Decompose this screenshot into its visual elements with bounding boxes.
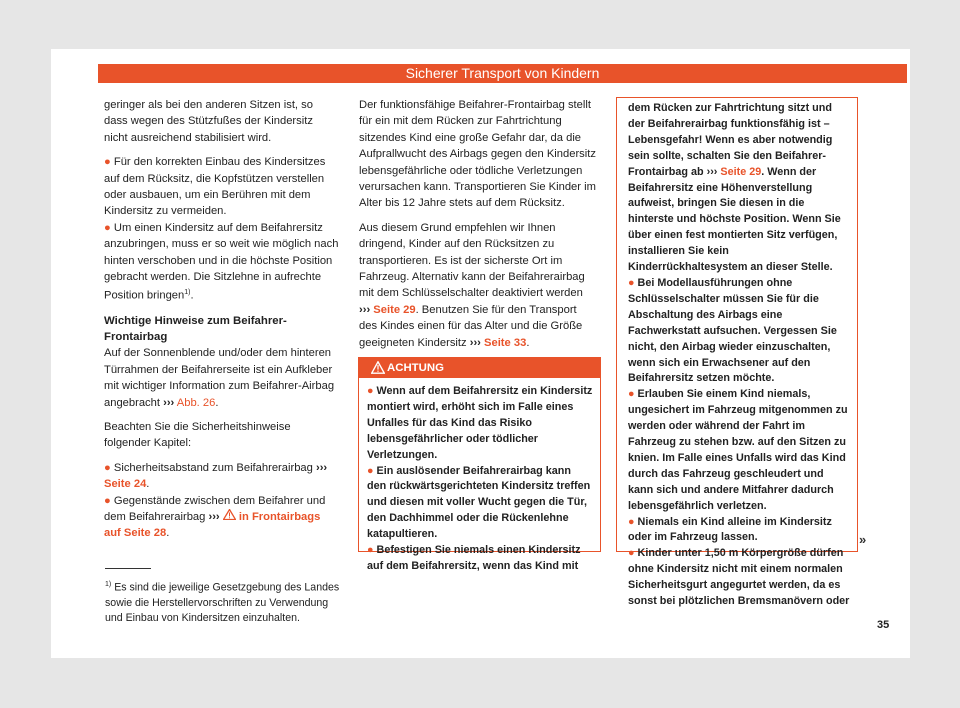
page-link[interactable]: in Frontairbags auf Seite 28 <box>104 511 321 540</box>
page-number: 35 <box>877 619 890 631</box>
bullet-item: ● Sicherheitsabstand zum Beifahrerairbag ››› Seite 24. <box>104 461 328 491</box>
paragraph: geringer als bei den anderen Sitzen ist, so dass wegen des Stützfußes der Kindersitz nicht ausreichend stabilisiert wird. <box>104 99 313 144</box>
bullet-text: Für den korrekten Einbau des Kindersitzes auf dem Rücksitz, die Kopfstützen verstellen oder ausbauen, um ein Berühren mit dem Kindersitz zu vermeiden. <box>104 156 326 218</box>
warning-bullet-item <box>367 384 593 464</box>
footnote <box>105 577 345 626</box>
bullet-icon: ● <box>628 515 635 528</box>
warning-text: Bei Modellausführungen ohne Schlüsselschalter müssen Sie für die Abschaltung des Airbags eine Fachwerkstatt aufsuchen. Vergessen Sie nicht, den Airbag wieder einzuschalten, wenn sich ein Erwachsener auf den Beifahrersitz setzen möchte. <box>628 276 837 385</box>
warning-bullet-item <box>367 543 593 575</box>
arrow-icon: ››› <box>469 336 481 349</box>
arrow-icon: ››› <box>359 303 371 316</box>
warning-icon <box>371 361 385 381</box>
bullet-icon: ● <box>367 385 374 397</box>
paragraph: Der funktionsfähige Beifahrer-Frontairbag stellt für ein mit dem Rücken zur Fahrtrichtung sitzendes Kind eine große Gefahr dar, da die Aufprallwucht des Airbags gegen den Kindersitz lebensgefährliche oder tödliche Verletzungen verursachen kann. Transportieren Sie Kinder im Alter bis 12 Jahre stets auf dem Rücksitz. <box>359 99 596 210</box>
footnote-divider <box>105 568 151 569</box>
warning-bullet-item <box>628 276 850 387</box>
warning-text: Wenn auf dem Beifahrersitz ein Kindersitz montiert wird, erhöht sich im Falle eines Unfalles für das Kind das Risiko lebensgefährlicher oder tödlicher Verletzungen. <box>367 385 593 461</box>
footnote-mark: 1) <box>105 581 112 588</box>
footnote-ref: 1) <box>184 289 191 297</box>
bullet-item: ● Gegenstände zwischen dem Beifahrer und dem Beifahrerairbag ››› in Frontairbags auf Seite 28. <box>104 494 326 540</box>
bullet-icon: ● <box>628 276 635 289</box>
section-header: Sicherer Transport von Kindern <box>98 64 907 83</box>
bullet-icon: ● <box>628 547 635 560</box>
warning-body <box>617 98 857 610</box>
bullet-icon: ● <box>104 461 111 474</box>
bullet-text: Gegenstände zwischen dem Beifahrer und dem Beifahrerairbag <box>104 494 326 524</box>
bullet-item <box>104 154 339 220</box>
warning-box <box>358 357 601 572</box>
bullet-item: ● Um einen Kindersitz auf dem Beifahrersitz anzubringen, muss er so weit wie möglich nach hinten verschoben und in die höchste Position gebracht werden. Die Sitzlehne in aufrechte Position bringen$^{1)}$. <box>104 221 339 303</box>
bullet-icon: ● <box>104 494 111 507</box>
warning-text: Kinder unter 1,50 m Körpergröße dürfen ohne Kindersitz nicht mit einem normalen Sicherheitsgurt angegurtet werden, da es sonst bei plötzlichen Bremsmanövern oder <box>628 547 850 608</box>
arrow-icon: ››› <box>315 461 328 474</box>
warning-text: Befestigen Sie niemals einen Kindersitz auf dem Beifahrersitz, wenn das Kind mit <box>367 544 581 572</box>
warning-text: Ein auslösender Beifahrerairbag kann den rückwärtsgerichteten Kindersitz treffen und diesen mit voller Wucht gegen die Tür, den Dachhimmel oder die Rückenlehne katapultieren. <box>367 464 591 541</box>
warning-text: Erlauben Sie einem Kind niemals, ungesichert im Fahrzeug mitgenommen zu werden oder während der Fahrt im Fahrzeug zu stehen bzw. auf den Sitzen zu knien. Im Falle eines Unfalls wird das Kind durch das Fahrzeug geschleudert und kann sich und andere Mitfahrer dadurch lebensgefährlich verletzen. <box>628 388 848 512</box>
bullet-text: Sicherheitsabstand zum Beifahrerairbag <box>113 461 313 474</box>
arrow-icon: ››› <box>208 511 220 524</box>
warning-box-continued <box>616 97 858 608</box>
left-column <box>104 97 339 550</box>
page-link[interactable]: Seite 29 <box>720 165 762 178</box>
paragraph: Beachten Sie die Sicherheitshinweise folgender Kapitel: <box>104 421 291 450</box>
bullet-icon: ● <box>104 221 111 234</box>
arrow-icon: ››› <box>706 165 718 178</box>
warning-body <box>359 378 600 575</box>
warning-paragraph <box>628 101 850 276</box>
page-link[interactable]: Seite 33 <box>484 336 527 349</box>
footnote-text: Es sind die jeweilige Gesetzgebung des Landes sowie die Herstellervorschriften zu Verwendung und Einbau von Kindersitzen einzuhalten. <box>105 581 340 624</box>
warning-small-icon <box>223 511 236 523</box>
warning-text: . Wenn der Beifahrersitz eine Höhenverstellung aufweist, bringen Sie diesen in die hinterste und höchste Position. Wenn Sie über einen fest montierten Sitz verfügen, installieren Sie kein Kinderrückhaltesystem an dieser Stelle. <box>628 165 841 274</box>
bullet-icon: ● <box>367 544 374 557</box>
bullet-icon: ● <box>628 388 635 401</box>
bullet-text: Um einen Kindersitz auf dem Beifahrersitz anzubringen, muss er so weit wie möglich nach hinten verschoben und in die höchste Position gebracht werden. Die Sitzlehne in aufrechte Position bringen <box>104 221 339 303</box>
warning-bullet-item <box>628 515 850 547</box>
manual-page <box>51 49 910 658</box>
page-link[interactable]: Seite 24 <box>104 478 147 491</box>
warning-header <box>359 358 600 378</box>
warning-bullet-item <box>628 387 850 514</box>
figure-link[interactable]: Abb. 26 <box>176 396 216 409</box>
paragraph: Auf der Sonnenblende und/oder dem hinteren Türrahmen der Beifahrerseite ist ein Aufkleber mit wichtiger Information zum Beifahrer-Airbag angebracht ››› Abb. 26. <box>104 347 335 409</box>
warning-bullet-item <box>367 464 593 544</box>
middle-column <box>359 97 596 359</box>
paragraph-text: . Benutzen Sie für den Transport des Kindes einen für das Alter und die Größe geeigneten Kindersitz <box>359 303 583 349</box>
arrow-icon: ››› <box>163 396 175 409</box>
continue-icon: » <box>859 532 867 547</box>
warning-text: dem Rücken zur Fahrtrichtung sitzt und der Beifahrerairbag funktionsfähig ist – Lebensgefahr! Wenn es aber notwendig sein sollte, schalten Sie den Beifahrer-Frontairbag ab <box>628 102 833 178</box>
paragraph: Aus diesem Grund empfehlen wir Ihnen dringend, Kinder auf den Rücksitzen zu transportieren. Es ist der sicherste Ort im Fahrzeug. Alternativ kann der Beifahrerairbag mit dem Schlüsselschalter deaktiviert werden ››› Seite 29. Benutzen Sie für den Transport des Kindes einen für das Alter und die Größe geeigneten Kindersitz ››› Seite 33. <box>359 221 585 349</box>
warning-text: Niemals ein Kind alleine im Kindersitz oder im Fahrzeug lassen. <box>628 515 832 544</box>
section-heading: Wichtige Hinweise zum Beifahrer-Frontairbag <box>104 314 287 344</box>
paragraph-text: Auf der Sonnenblende und/oder dem hinteren Türrahmen der Beifahrerseite ist ein Aufkleber mit wichtiger Information zum Beifahrer-Airbag angebracht <box>104 347 335 409</box>
bullet-icon: ● <box>104 156 111 169</box>
warning-title: ACHTUNG <box>387 362 444 374</box>
bullet-icon: ● <box>367 464 374 477</box>
warning-bullet-item <box>628 546 850 610</box>
paragraph-text: Aus diesem Grund empfehlen wir Ihnen dringend, Kinder auf den Rücksitzen zu transportieren. Es ist der sicherste Ort im Fahrzeug. Alternativ kann der Beifahrerairbag mit dem Schlüsselschalter deaktiviert werden <box>359 221 585 300</box>
page-link[interactable]: Seite 29 <box>373 303 416 316</box>
